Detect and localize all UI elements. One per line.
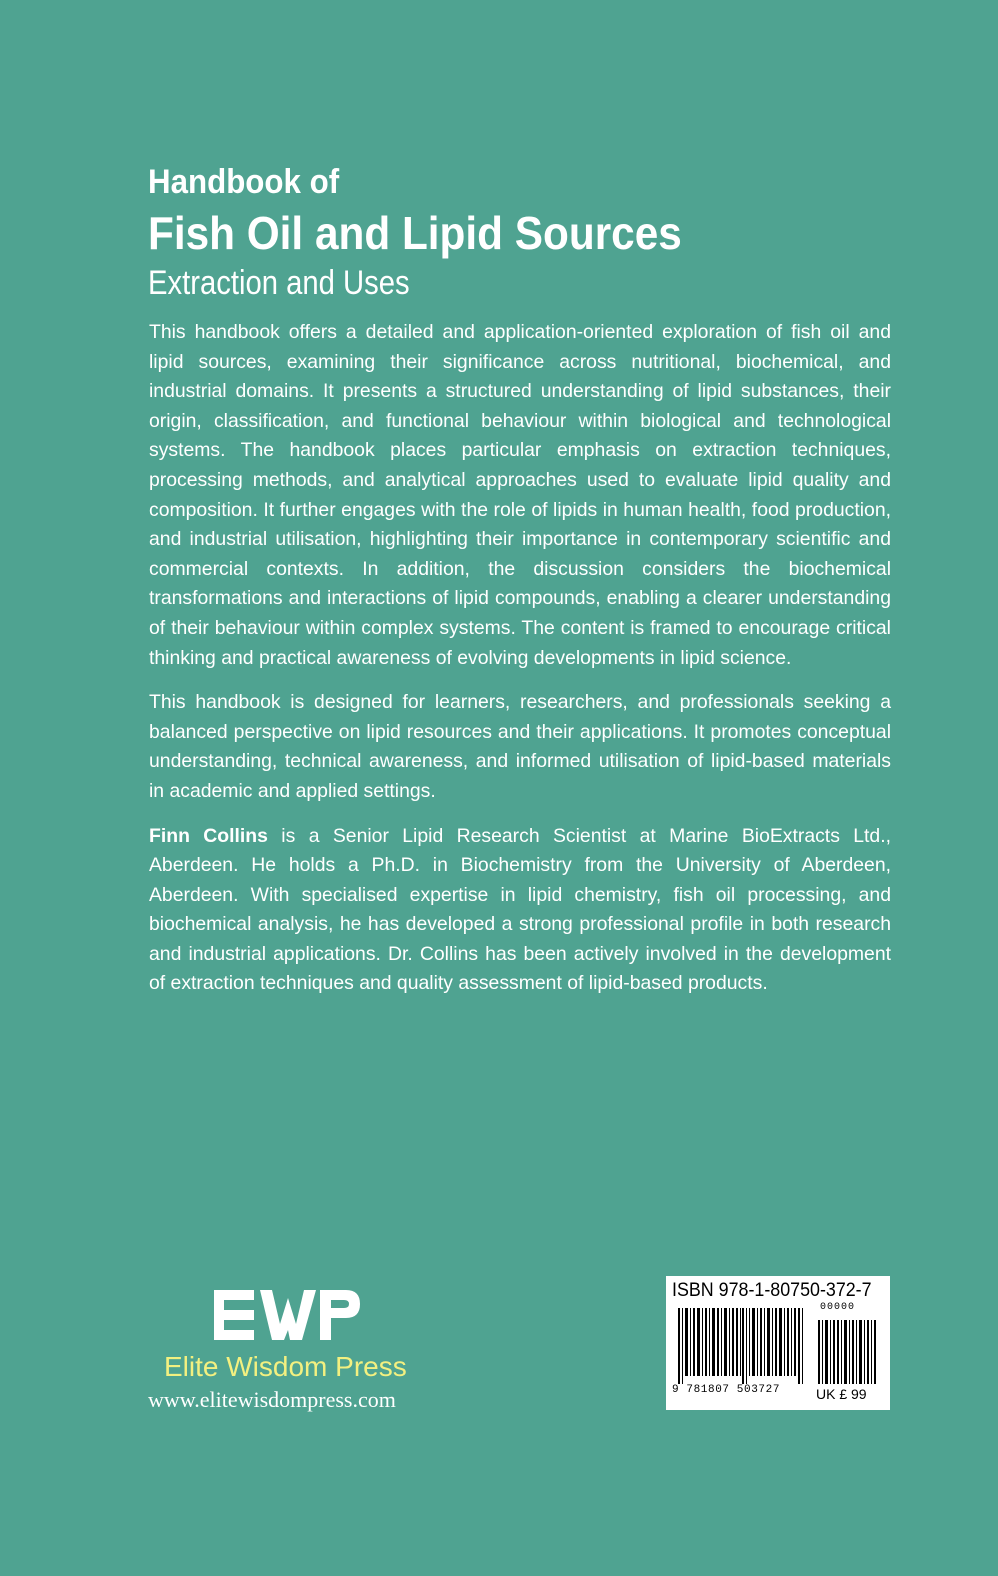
publisher-logo — [214, 1290, 362, 1340]
title-line-1: Handbook of — [148, 163, 340, 201]
description-paragraph-1: This handbook offers a detailed and application-oriented exploration of fish oil and lipid sources, examining their significance across nutritional, biochemical, and industrial domains. It presents a structured understanding of lipid substances, their origin, classification, and functional behaviour within biological and technological systems. The handbook places particular emphasis on extraction techniques, processing methods, and analytical approaches used to evaluate lipid quality and composition. It further engages with the role of lipids in human health, food production, and industrial utilisation, highlighting their importance in contemporary scientific and commercial contexts. In addition, the discussion considers the biochemical transformations and interactions of lipid compounds, enabling a clearer understanding of their behaviour within complex systems. The content is framed to encourage critical thinking and practical awareness of evolving developments in lipid science. — [149, 321, 891, 669]
publisher-block — [148, 1290, 448, 1414]
description-paragraph-2: This handbook is designed for learners, researchers, and professionals seeking a balanced perspective on lipid resources and their applications. It promotes conceptual understanding, technical awareness, and informed utilisation of lipid-based materials in academic and applied settings. — [149, 691, 891, 802]
author-bio — [149, 822, 891, 1000]
barcode-digits: 9 781807 503727 — [672, 1384, 781, 1396]
isbn-barcode — [666, 1276, 890, 1410]
isbn-number: ISBN 978-1-80750-372-7 — [672, 1280, 872, 1301]
blurb — [149, 318, 891, 1014]
author-name: Finn Collins — [149, 824, 268, 847]
addon-digits: 00000 — [820, 1302, 856, 1313]
publisher-name: Elite Wisdom Press — [164, 1351, 407, 1382]
author-bio-text: is a Senior Lipid Research Scientist at Marine BioExtracts Ltd., Aberdeen. He holds a Ph.D. in Biochemistry from the University of Aberdeen, Aberdeen. With specialised expertise in lipid chemistry, fish oil processing, and biochemical analysis, he has developed a strong professional profile in both research and industrial applications. Dr. Collins has been actively involved in the development of extraction techniques and quality assessment of lipid-based products. — [149, 824, 891, 995]
title-block — [148, 160, 868, 304]
barcode-bars — [672, 1308, 884, 1384]
book-title: Fish Oil and Lipid Sources — [148, 207, 682, 259]
book-subtitle: Extraction and Uses — [148, 264, 410, 302]
publisher-url: www.elitewisdompress.com — [148, 1387, 396, 1412]
price: UK £ 99 — [816, 1386, 867, 1402]
